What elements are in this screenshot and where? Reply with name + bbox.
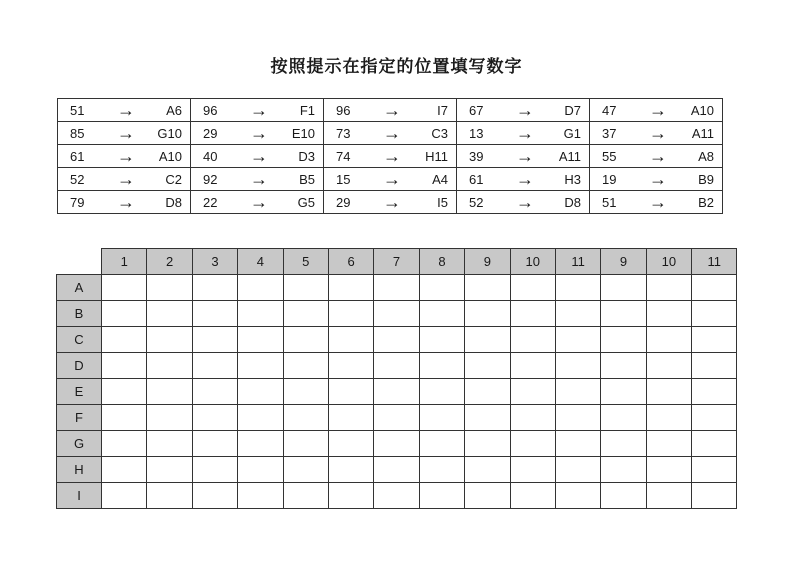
clue-position: B5 [275, 168, 324, 191]
arrow-right-icon: → [376, 145, 408, 168]
grid-cell[interactable] [328, 483, 373, 509]
clue-number: 22 [191, 191, 244, 214]
grid-cell[interactable] [328, 405, 373, 431]
grid-cell[interactable] [238, 431, 283, 457]
grid-cell[interactable] [328, 275, 373, 301]
clue-number: 13 [457, 122, 510, 145]
arrow-right-icon: → [110, 191, 142, 214]
grid-cell[interactable] [646, 431, 691, 457]
grid-cell[interactable] [102, 405, 147, 431]
clue-position: A11 [541, 145, 590, 168]
row-header: I [57, 483, 102, 509]
grid-cell[interactable] [510, 483, 555, 509]
grid-cell[interactable] [283, 353, 328, 379]
column-header: 1 [102, 249, 147, 275]
arrow-right-icon: → [642, 122, 674, 145]
clue-position: E10 [275, 122, 324, 145]
grid-cell[interactable] [374, 275, 419, 301]
arrow-right-icon: → [110, 168, 142, 191]
arrow-right-icon: → [642, 99, 674, 122]
grid-cell[interactable] [510, 301, 555, 327]
grid-cell[interactable] [192, 405, 237, 431]
grid-cell[interactable] [419, 457, 464, 483]
grid-cell[interactable] [147, 457, 192, 483]
grid-cell[interactable] [692, 301, 737, 327]
clue-number: 52 [457, 191, 510, 214]
clue-number: 40 [191, 145, 244, 168]
clue-number: 37 [590, 122, 643, 145]
grid-cell[interactable] [510, 275, 555, 301]
clue-number: 61 [457, 168, 510, 191]
grid-cell[interactable] [374, 483, 419, 509]
grid-cell[interactable] [465, 405, 510, 431]
grid-cell[interactable] [374, 327, 419, 353]
grid-cell[interactable] [238, 301, 283, 327]
clue-position: D7 [541, 99, 590, 122]
grid-cell[interactable] [283, 301, 328, 327]
grid-cell[interactable] [646, 457, 691, 483]
grid-cell[interactable] [192, 483, 237, 509]
grid-cell[interactable] [601, 327, 646, 353]
grid-cell[interactable] [192, 431, 237, 457]
row-header: B [57, 301, 102, 327]
grid-row [57, 353, 737, 379]
grid-cell[interactable] [192, 457, 237, 483]
grid-cell[interactable] [555, 327, 600, 353]
grid-cell[interactable] [646, 327, 691, 353]
clue-number: 51 [58, 99, 111, 122]
grid-cell[interactable] [283, 431, 328, 457]
grid-cell[interactable] [465, 483, 510, 509]
grid-cell[interactable] [555, 275, 600, 301]
grid-cell[interactable] [147, 327, 192, 353]
grid-cell[interactable] [601, 483, 646, 509]
row-header: C [57, 327, 102, 353]
answer-grid [56, 248, 737, 509]
grid-cell[interactable] [192, 275, 237, 301]
grid-cell[interactable] [283, 483, 328, 509]
clue-position: H3 [541, 168, 590, 191]
clue-position: I7 [408, 99, 457, 122]
grid-row [57, 275, 737, 301]
grid-cell[interactable] [192, 327, 237, 353]
grid-cell[interactable] [465, 431, 510, 457]
grid-cell[interactable] [692, 327, 737, 353]
column-header: 3 [192, 249, 237, 275]
arrow-right-icon: → [243, 191, 275, 214]
clue-position: B9 [674, 168, 723, 191]
grid-cell[interactable] [692, 483, 737, 509]
grid-cell[interactable] [238, 327, 283, 353]
clue-number: 85 [58, 122, 111, 145]
grid-cell[interactable] [510, 327, 555, 353]
grid-cell[interactable] [328, 457, 373, 483]
column-header: 4 [238, 249, 283, 275]
row-header: H [57, 457, 102, 483]
grid-row [57, 457, 737, 483]
clue-number: 52 [58, 168, 111, 191]
clue-number: 96 [324, 99, 377, 122]
grid-cell[interactable] [419, 405, 464, 431]
grid-cell[interactable] [102, 457, 147, 483]
grid-row [57, 301, 737, 327]
clue-number: 19 [590, 168, 643, 191]
clue-number: 73 [324, 122, 377, 145]
clue-position: B2 [674, 191, 723, 214]
grid-row [57, 379, 737, 405]
grid-cell[interactable] [374, 457, 419, 483]
row-header: G [57, 431, 102, 457]
clue-position: G1 [541, 122, 590, 145]
grid-cell[interactable] [692, 405, 737, 431]
clue-position: I5 [408, 191, 457, 214]
grid-cell[interactable] [601, 379, 646, 405]
arrow-right-icon: → [509, 145, 541, 168]
grid-cell[interactable] [283, 405, 328, 431]
grid-cell[interactable] [102, 431, 147, 457]
grid-row [57, 405, 737, 431]
column-header: 8 [419, 249, 464, 275]
grid-cell[interactable] [510, 457, 555, 483]
clue-number: 96 [191, 99, 244, 122]
column-header: 7 [374, 249, 419, 275]
clue-number: 47 [590, 99, 643, 122]
grid-cell[interactable] [192, 353, 237, 379]
grid-cell[interactable] [510, 405, 555, 431]
clue-number: 51 [590, 191, 643, 214]
grid-cell[interactable] [646, 301, 691, 327]
arrow-right-icon: → [376, 99, 408, 122]
grid-cell[interactable] [555, 431, 600, 457]
grid-cell[interactable] [102, 379, 147, 405]
grid-row [57, 327, 737, 353]
column-header: 6 [328, 249, 373, 275]
clue-row [58, 168, 723, 191]
grid-cell[interactable] [328, 431, 373, 457]
grid-cell[interactable] [102, 275, 147, 301]
clue-number: 79 [58, 191, 111, 214]
arrow-right-icon: → [243, 145, 275, 168]
grid-cell[interactable] [192, 379, 237, 405]
arrow-right-icon: → [642, 145, 674, 168]
clue-row [58, 191, 723, 214]
grid-cell[interactable] [374, 431, 419, 457]
clue-number: 29 [324, 191, 377, 214]
arrow-right-icon: → [642, 191, 674, 214]
clue-row [58, 145, 723, 168]
grid-cell[interactable] [147, 405, 192, 431]
grid-cell[interactable] [510, 431, 555, 457]
row-header: F [57, 405, 102, 431]
clue-position: A6 [142, 99, 191, 122]
column-header: 11 [692, 249, 737, 275]
grid-cell[interactable] [238, 405, 283, 431]
arrow-right-icon: → [376, 168, 408, 191]
column-header: 5 [283, 249, 328, 275]
grid-cell[interactable] [419, 275, 464, 301]
grid-cell[interactable] [465, 301, 510, 327]
grid-cell[interactable] [555, 483, 600, 509]
grid-cell[interactable] [646, 379, 691, 405]
row-header: E [57, 379, 102, 405]
clue-position: D8 [541, 191, 590, 214]
grid-cell[interactable] [510, 353, 555, 379]
arrow-right-icon: → [509, 191, 541, 214]
grid-cell[interactable] [555, 405, 600, 431]
grid-row [57, 483, 737, 509]
grid-cell[interactable] [147, 301, 192, 327]
clue-position: A10 [142, 145, 191, 168]
grid-cell[interactable] [419, 431, 464, 457]
clue-position: C3 [408, 122, 457, 145]
grid-cell[interactable] [692, 353, 737, 379]
grid-cell[interactable] [646, 353, 691, 379]
grid-cell[interactable] [238, 457, 283, 483]
clue-row [58, 122, 723, 145]
arrow-right-icon: → [110, 122, 142, 145]
row-header: D [57, 353, 102, 379]
clue-position: D8 [142, 191, 191, 214]
clue-position: A11 [674, 122, 723, 145]
grid-cell[interactable] [328, 301, 373, 327]
grid-cell[interactable] [692, 431, 737, 457]
grid-cell[interactable] [555, 379, 600, 405]
clue-number: 74 [324, 145, 377, 168]
clue-number: 39 [457, 145, 510, 168]
grid-cell[interactable] [238, 275, 283, 301]
arrow-right-icon: → [110, 145, 142, 168]
column-header: 10 [510, 249, 555, 275]
grid-cell[interactable] [238, 353, 283, 379]
clue-number: 67 [457, 99, 510, 122]
clue-number: 92 [191, 168, 244, 191]
grid-cell[interactable] [102, 327, 147, 353]
arrow-right-icon: → [243, 122, 275, 145]
grid-cell[interactable] [419, 327, 464, 353]
grid-cell[interactable] [192, 301, 237, 327]
arrow-right-icon: → [509, 168, 541, 191]
grid-cell[interactable] [465, 379, 510, 405]
clue-position: G5 [275, 191, 324, 214]
grid-cell[interactable] [555, 301, 600, 327]
arrow-right-icon: → [243, 168, 275, 191]
grid-cell[interactable] [283, 379, 328, 405]
clue-number: 61 [58, 145, 111, 168]
grid-cell[interactable] [419, 301, 464, 327]
grid-cell[interactable] [283, 327, 328, 353]
clue-row [58, 99, 723, 122]
grid-cell[interactable] [601, 457, 646, 483]
clue-number: 29 [191, 122, 244, 145]
grid-cell[interactable] [419, 379, 464, 405]
grid-cell[interactable] [147, 353, 192, 379]
grid-cell[interactable] [646, 483, 691, 509]
arrow-right-icon: → [110, 99, 142, 122]
grid-row [57, 431, 737, 457]
grid-cell[interactable] [601, 353, 646, 379]
grid-cell[interactable] [555, 353, 600, 379]
grid-cell[interactable] [419, 483, 464, 509]
grid-cell[interactable] [374, 301, 419, 327]
arrow-right-icon: → [509, 122, 541, 145]
grid-cell[interactable] [147, 483, 192, 509]
grid-cell[interactable] [328, 353, 373, 379]
grid-cell[interactable] [283, 457, 328, 483]
grid-cell[interactable] [555, 457, 600, 483]
clue-position: C2 [142, 168, 191, 191]
arrow-right-icon: → [509, 99, 541, 122]
column-header: 10 [646, 249, 691, 275]
grid-cell[interactable] [692, 379, 737, 405]
grid-cell[interactable] [601, 275, 646, 301]
clue-position: A8 [674, 145, 723, 168]
page-title: 按照提示在指定的位置填写数字 [270, 57, 523, 77]
grid-cell[interactable] [646, 405, 691, 431]
clue-position: A4 [408, 168, 457, 191]
grid-cell[interactable] [510, 379, 555, 405]
column-header: 11 [555, 249, 600, 275]
clue-number: 55 [590, 145, 643, 168]
grid-cell[interactable] [147, 379, 192, 405]
grid-cell[interactable] [374, 379, 419, 405]
grid-cell[interactable] [646, 275, 691, 301]
column-header: 9 [465, 249, 510, 275]
grid-cell[interactable] [147, 275, 192, 301]
grid-cell[interactable] [419, 353, 464, 379]
arrow-right-icon: → [642, 168, 674, 191]
clue-position: F1 [275, 99, 324, 122]
grid-corner [57, 249, 102, 275]
grid-cell[interactable] [102, 301, 147, 327]
clue-position: H11 [408, 145, 457, 168]
grid-cell[interactable] [374, 353, 419, 379]
grid-cell[interactable] [465, 457, 510, 483]
clue-position: D3 [275, 145, 324, 168]
grid-cell[interactable] [328, 327, 373, 353]
grid-cell[interactable] [601, 301, 646, 327]
clue-position: A10 [674, 99, 723, 122]
clue-number: 15 [324, 168, 377, 191]
clue-table [57, 98, 723, 214]
column-header: 9 [601, 249, 646, 275]
grid-cell[interactable] [601, 405, 646, 431]
grid-cell[interactable] [374, 405, 419, 431]
column-header: 2 [147, 249, 192, 275]
arrow-right-icon: → [243, 99, 275, 122]
grid-cell[interactable] [692, 275, 737, 301]
grid-cell[interactable] [102, 353, 147, 379]
grid-cell[interactable] [465, 327, 510, 353]
grid-cell[interactable] [465, 275, 510, 301]
grid-cell[interactable] [328, 379, 373, 405]
arrow-right-icon: → [376, 122, 408, 145]
grid-cell[interactable] [238, 379, 283, 405]
grid-cell[interactable] [102, 483, 147, 509]
grid-cell[interactable] [283, 275, 328, 301]
clue-position: G10 [142, 122, 191, 145]
grid-cell[interactable] [238, 483, 283, 509]
grid-cell[interactable] [601, 431, 646, 457]
grid-cell[interactable] [692, 457, 737, 483]
grid-cell[interactable] [465, 353, 510, 379]
row-header: A [57, 275, 102, 301]
arrow-right-icon: → [376, 191, 408, 214]
grid-cell[interactable] [147, 431, 192, 457]
